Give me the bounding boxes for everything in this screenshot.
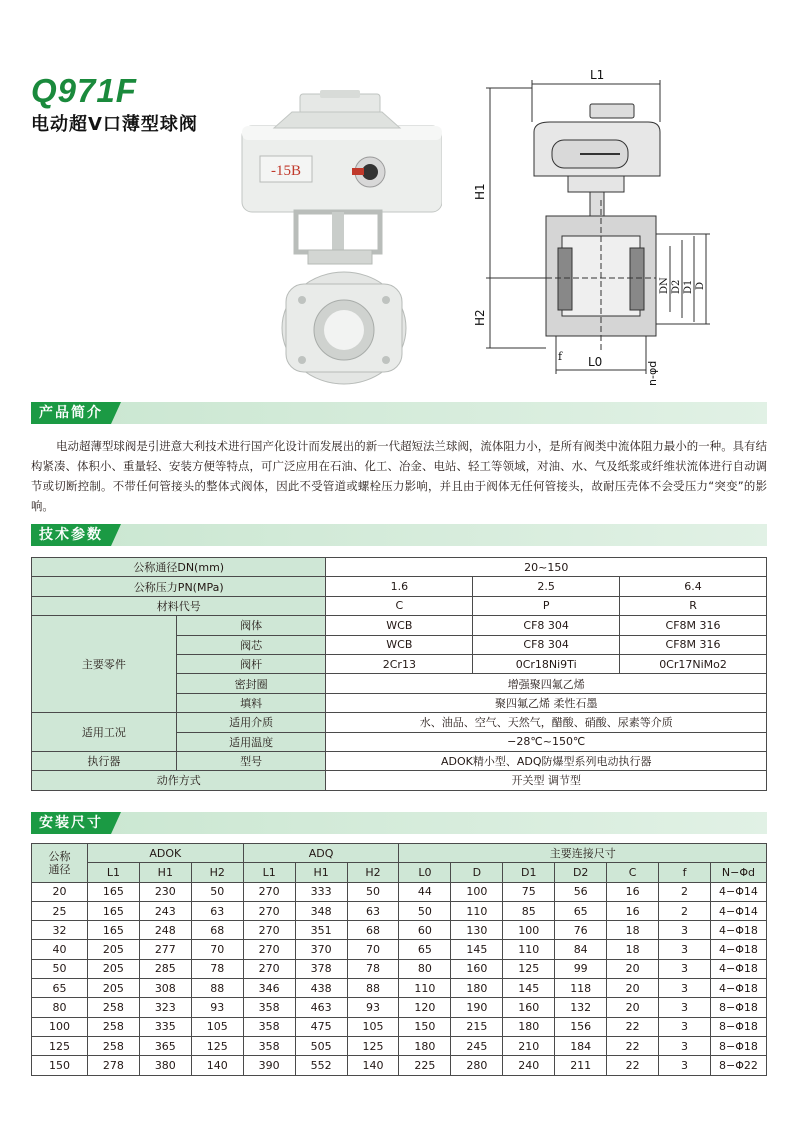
packing-value: 聚四氟乙烯 柔性石墨: [326, 693, 767, 712]
dimension-cell: 100: [503, 921, 555, 940]
pn-value: 6.4: [620, 577, 767, 596]
column-header: C: [607, 863, 659, 882]
actuator-label: 执行器: [32, 751, 177, 770]
table-row: [32, 1056, 767, 1075]
dimension-cell: 4−Φ18: [710, 940, 766, 959]
dimension-cell: 210: [503, 1036, 555, 1055]
intro-section-title: 产品简介: [31, 402, 111, 424]
dimension-cell: 110: [399, 979, 451, 998]
dimension-cell: 20: [607, 959, 659, 978]
pn-label: 公称压力PN(MPa): [32, 577, 326, 596]
column-header: N−Φd: [710, 863, 766, 882]
dimension-cell: 215: [451, 1017, 503, 1036]
dimension-cell: 63: [191, 901, 243, 920]
dimension-cell: 100: [451, 882, 503, 901]
column-header: D: [451, 863, 503, 882]
dimension-cell: 20: [607, 998, 659, 1017]
table-row: [32, 940, 767, 959]
label-D2: D2: [671, 279, 682, 294]
dimension-cell: 125: [347, 1036, 399, 1055]
dimension-cell: 85: [503, 901, 555, 920]
dimension-cell: 16: [607, 901, 659, 920]
dimension-cell: 150: [399, 1017, 451, 1036]
dimension-cell: 145: [451, 940, 503, 959]
dimension-cell: 156: [555, 1017, 607, 1036]
column-header: D2: [555, 863, 607, 882]
dimension-table-body: [32, 882, 767, 1075]
dim-section-bar: [31, 812, 767, 834]
pn-value: 1.6: [326, 577, 473, 596]
dn-cell: 32: [32, 921, 88, 940]
dimension-cell: 93: [191, 998, 243, 1017]
dimension-cell: 180: [399, 1036, 451, 1055]
table-row: [32, 921, 767, 940]
dn-cell: 80: [32, 998, 88, 1017]
dimension-cell: 205: [87, 979, 139, 998]
dimension-cell: 88: [191, 979, 243, 998]
part-value: 2Cr13: [326, 654, 473, 673]
dimension-cell: 70: [191, 940, 243, 959]
column-header: L1: [87, 863, 139, 882]
dimension-cell: 20: [607, 979, 659, 998]
table-row: [32, 596, 767, 615]
table-row: [32, 771, 767, 790]
dimension-cell: 333: [295, 882, 347, 901]
part-name: 阀杆: [176, 654, 326, 673]
dimension-cell: 3: [659, 979, 711, 998]
dn-cell: 125: [32, 1036, 88, 1055]
dimension-cell: 160: [503, 998, 555, 1017]
dimension-cell: 105: [347, 1017, 399, 1036]
dimension-cell: 120: [399, 998, 451, 1017]
dimension-cell: 240: [503, 1056, 555, 1075]
table-row: [32, 713, 767, 732]
table-row: [32, 616, 767, 635]
dimension-cell: 438: [295, 979, 347, 998]
dimension-cell: 335: [139, 1017, 191, 1036]
dimension-cell: 245: [451, 1036, 503, 1055]
dn-cell: 65: [32, 979, 88, 998]
dimension-cell: 18: [607, 921, 659, 940]
dimension-cell: 44: [399, 882, 451, 901]
intro-section-bar: [31, 402, 767, 424]
dimension-cell: 63: [347, 901, 399, 920]
table-row: [32, 1017, 767, 1036]
dimension-cell: 165: [87, 921, 139, 940]
dimension-cell: 211: [555, 1056, 607, 1075]
medium-label: 适用介质: [176, 713, 326, 732]
part-value: CF8 304: [473, 616, 620, 635]
dimension-cell: 390: [243, 1056, 295, 1075]
actuator-model-value: ADOK精小型、ADQ防爆型系列电动执行器: [326, 751, 767, 770]
dimension-cell: 132: [555, 998, 607, 1017]
dimension-cell: 3: [659, 998, 711, 1017]
label-n-phi-d: n-φd: [646, 360, 659, 386]
dimension-cell: 463: [295, 998, 347, 1017]
dimension-cell: 243: [139, 901, 191, 920]
dimension-cell: 258: [87, 1017, 139, 1036]
actuator-model-label: 型号: [176, 751, 326, 770]
part-name: 阀体: [176, 616, 326, 635]
dimension-cell: 323: [139, 998, 191, 1017]
table-row: [32, 979, 767, 998]
dn-cell: 50: [32, 959, 88, 978]
material-code: C: [326, 596, 473, 615]
spec-table: [31, 557, 767, 791]
label-f: f: [558, 350, 563, 363]
dimension-cell: 270: [243, 940, 295, 959]
intro-text-block: [31, 436, 767, 516]
dimension-cell: 68: [191, 921, 243, 940]
dn-cell: 150: [32, 1056, 88, 1075]
table-row: [32, 998, 767, 1017]
dimension-cell: 22: [607, 1036, 659, 1055]
dimension-cell: 70: [347, 940, 399, 959]
part-name: 阀芯: [176, 635, 326, 654]
part-value: CF8 304: [473, 635, 620, 654]
dimension-cell: 270: [243, 959, 295, 978]
medium-value: 水、油品、空气、天然气，醋酸、硝酸、尿素等介质: [326, 713, 767, 732]
dn-cell: 40: [32, 940, 88, 959]
dimension-cell: 110: [503, 940, 555, 959]
dn-cell: 20: [32, 882, 88, 901]
seal-value: 增强聚四氟乙烯: [326, 674, 767, 693]
column-header: f: [659, 863, 711, 882]
dimension-cell: 56: [555, 882, 607, 901]
part-value: WCB: [326, 616, 473, 635]
material-label: 材料代号: [32, 596, 326, 615]
dimension-cell: 180: [451, 979, 503, 998]
dimension-cell: 75: [503, 882, 555, 901]
column-header: L1: [243, 863, 295, 882]
dimension-cell: 105: [191, 1017, 243, 1036]
dimension-cell: 225: [399, 1056, 451, 1075]
dimension-cell: 68: [347, 921, 399, 940]
table-subheader-row: [32, 863, 767, 882]
dimension-cell: 248: [139, 921, 191, 940]
column-header: L0: [399, 863, 451, 882]
dimension-cell: 78: [191, 959, 243, 978]
label-D: D: [695, 281, 706, 290]
table-header-row: [32, 844, 767, 863]
dimension-cell: 346: [243, 979, 295, 998]
action-label: 动作方式: [32, 771, 326, 790]
dimension-cell: 2: [659, 901, 711, 920]
dimension-cell: 8−Φ18: [710, 1036, 766, 1055]
spec-section-bar: [31, 524, 767, 546]
packing-label: 填料: [176, 693, 326, 712]
dimension-cell: 3: [659, 1056, 711, 1075]
dimension-cell: 22: [607, 1017, 659, 1036]
dimension-cell: 3: [659, 921, 711, 940]
label-H2: H2: [473, 309, 487, 326]
dn-header: 公称通径: [32, 844, 88, 883]
dimension-cell: 160: [451, 959, 503, 978]
dimension-cell: 140: [347, 1056, 399, 1075]
dimension-cell: 4−Φ14: [710, 882, 766, 901]
dimension-cell: 118: [555, 979, 607, 998]
intro-paragraph: 电动超薄型球阀是引进意大利技术进行国产化设计而发展出的新一代超短法兰球阀，流体阻力小，是所有阀类中流体阻力最小的一种。具有结构紧凑、体积小、重量轻、安装方便等特点，可广泛应用在石油、化工、冶金、电站、轻工等领域，对油、水、气及纸浆或纤维状流体进行自动调节或切断控制。不带任何管接头的整体式阀体，因此不受管道或螺栓压力影响，并且由于阀体无任何管接头，故耐压壳体不会受压力“突变”的影响。: [31, 439, 767, 513]
dimension-cell: 370: [295, 940, 347, 959]
dimension-cell: 4−Φ18: [710, 959, 766, 978]
label-D1: D1: [683, 279, 694, 294]
dimension-cell: 125: [503, 959, 555, 978]
temp-value: −28℃~150℃: [326, 732, 767, 751]
label-DN: DN: [659, 277, 670, 294]
dimension-cell: 76: [555, 921, 607, 940]
dimension-cell: 65: [399, 940, 451, 959]
label-L1: L1: [590, 68, 605, 82]
dimension-cell: 280: [451, 1056, 503, 1075]
dimension-cell: 285: [139, 959, 191, 978]
dimension-cell: 145: [503, 979, 555, 998]
dimension-cell: 3: [659, 940, 711, 959]
dimension-cell: 277: [139, 940, 191, 959]
part-value: 0Cr18Ni9Ti: [473, 654, 620, 673]
product-photo: [232, 90, 442, 390]
part-value: WCB: [326, 635, 473, 654]
dimension-cell: 270: [243, 901, 295, 920]
dimension-cell: 16: [607, 882, 659, 901]
dimension-cell: 552: [295, 1056, 347, 1075]
part-value: 0Cr17NiMo2: [620, 654, 767, 673]
table-row: [32, 959, 767, 978]
dimension-cell: 378: [295, 959, 347, 978]
table-row: [32, 901, 767, 920]
dimension-cell: 60: [399, 921, 451, 940]
dimension-cell: 258: [87, 998, 139, 1017]
dimension-cell: 230: [139, 882, 191, 901]
dimension-drawing: [460, 68, 730, 390]
material-code: P: [473, 596, 620, 615]
conn-header: 主要连接尺寸: [399, 844, 767, 863]
product-name: 电动超V口薄型球阀: [31, 114, 198, 135]
dimension-cell: 351: [295, 921, 347, 940]
main-parts-label: 主要零件: [32, 616, 177, 713]
material-code: R: [620, 596, 767, 615]
dimension-cell: 22: [607, 1056, 659, 1075]
dimension-cell: 130: [451, 921, 503, 940]
dimension-cell: 278: [87, 1056, 139, 1075]
dimension-cell: 8−Φ22: [710, 1056, 766, 1075]
dn-value: 20~150: [326, 558, 767, 577]
dimension-cell: 8−Φ18: [710, 998, 766, 1017]
adok-header: ADOK: [87, 844, 243, 863]
table-row: [32, 882, 767, 901]
dimension-cell: 80: [399, 959, 451, 978]
dimension-cell: 348: [295, 901, 347, 920]
label-H1: H1: [473, 183, 487, 200]
table-row: [32, 558, 767, 577]
dimension-cell: 18: [607, 940, 659, 959]
photo-pressure-label: -15B: [271, 163, 301, 179]
column-header: D1: [503, 863, 555, 882]
dimension-cell: 50: [347, 882, 399, 901]
dimension-cell: 2: [659, 882, 711, 901]
spec-section-title: 技术参数: [31, 524, 111, 546]
dimension-table: [31, 843, 767, 1076]
dimension-cell: 205: [87, 940, 139, 959]
dimension-cell: 99: [555, 959, 607, 978]
dimension-cell: 88: [347, 979, 399, 998]
dimension-cell: 270: [243, 921, 295, 940]
dimension-cell: 258: [87, 1036, 139, 1055]
part-value: CF8M 316: [620, 616, 767, 635]
column-header: H1: [139, 863, 191, 882]
dimension-cell: 4−Φ18: [710, 979, 766, 998]
dimension-cell: 365: [139, 1036, 191, 1055]
dimension-cell: 180: [503, 1017, 555, 1036]
dimension-cell: 110: [451, 901, 503, 920]
dimension-cell: 184: [555, 1036, 607, 1055]
dimension-cell: 65: [555, 901, 607, 920]
dimension-cell: 50: [191, 882, 243, 901]
dimension-cell: 505: [295, 1036, 347, 1055]
dimension-cell: 165: [87, 882, 139, 901]
seal-label: 密封圈: [176, 674, 326, 693]
dimension-cell: 3: [659, 1036, 711, 1055]
dimension-cell: 140: [191, 1056, 243, 1075]
dimension-cell: 380: [139, 1056, 191, 1075]
table-row: [32, 1036, 767, 1055]
dimension-cell: 8−Φ18: [710, 1017, 766, 1036]
dn-cell: 25: [32, 901, 88, 920]
dimension-cell: 93: [347, 998, 399, 1017]
part-value: CF8M 316: [620, 635, 767, 654]
column-header: H1: [295, 863, 347, 882]
dimension-cell: 78: [347, 959, 399, 978]
dn-cell: 100: [32, 1017, 88, 1036]
table-row: [32, 751, 767, 770]
action-value: 开关型 调节型: [326, 771, 767, 790]
dimension-cell: 84: [555, 940, 607, 959]
dimension-cell: 475: [295, 1017, 347, 1036]
pn-value: 2.5: [473, 577, 620, 596]
dimension-cell: 205: [87, 959, 139, 978]
model-number: Q971F: [31, 72, 137, 109]
dimension-cell: 125: [191, 1036, 243, 1055]
adq-header: ADQ: [243, 844, 399, 863]
dim-section-title: 安装尺寸: [31, 812, 111, 834]
dimension-cell: 308: [139, 979, 191, 998]
dimension-cell: 3: [659, 959, 711, 978]
dimension-cell: 358: [243, 1036, 295, 1055]
dimension-cell: 190: [451, 998, 503, 1017]
dimension-cell: 50: [399, 901, 451, 920]
condition-label: 适用工况: [32, 713, 177, 752]
column-header: H2: [347, 863, 399, 882]
dn-label: 公称通径DN(mm): [32, 558, 326, 577]
dimension-cell: 165: [87, 901, 139, 920]
table-row: [32, 577, 767, 596]
label-L0: L0: [588, 355, 603, 369]
dimension-cell: 4−Φ18: [710, 921, 766, 940]
dimension-cell: 4−Φ14: [710, 901, 766, 920]
column-header: H2: [191, 863, 243, 882]
temp-label: 适用温度: [176, 732, 326, 751]
dimension-cell: 358: [243, 1017, 295, 1036]
dimension-cell: 358: [243, 998, 295, 1017]
dimension-cell: 270: [243, 882, 295, 901]
dimension-cell: 3: [659, 1017, 711, 1036]
